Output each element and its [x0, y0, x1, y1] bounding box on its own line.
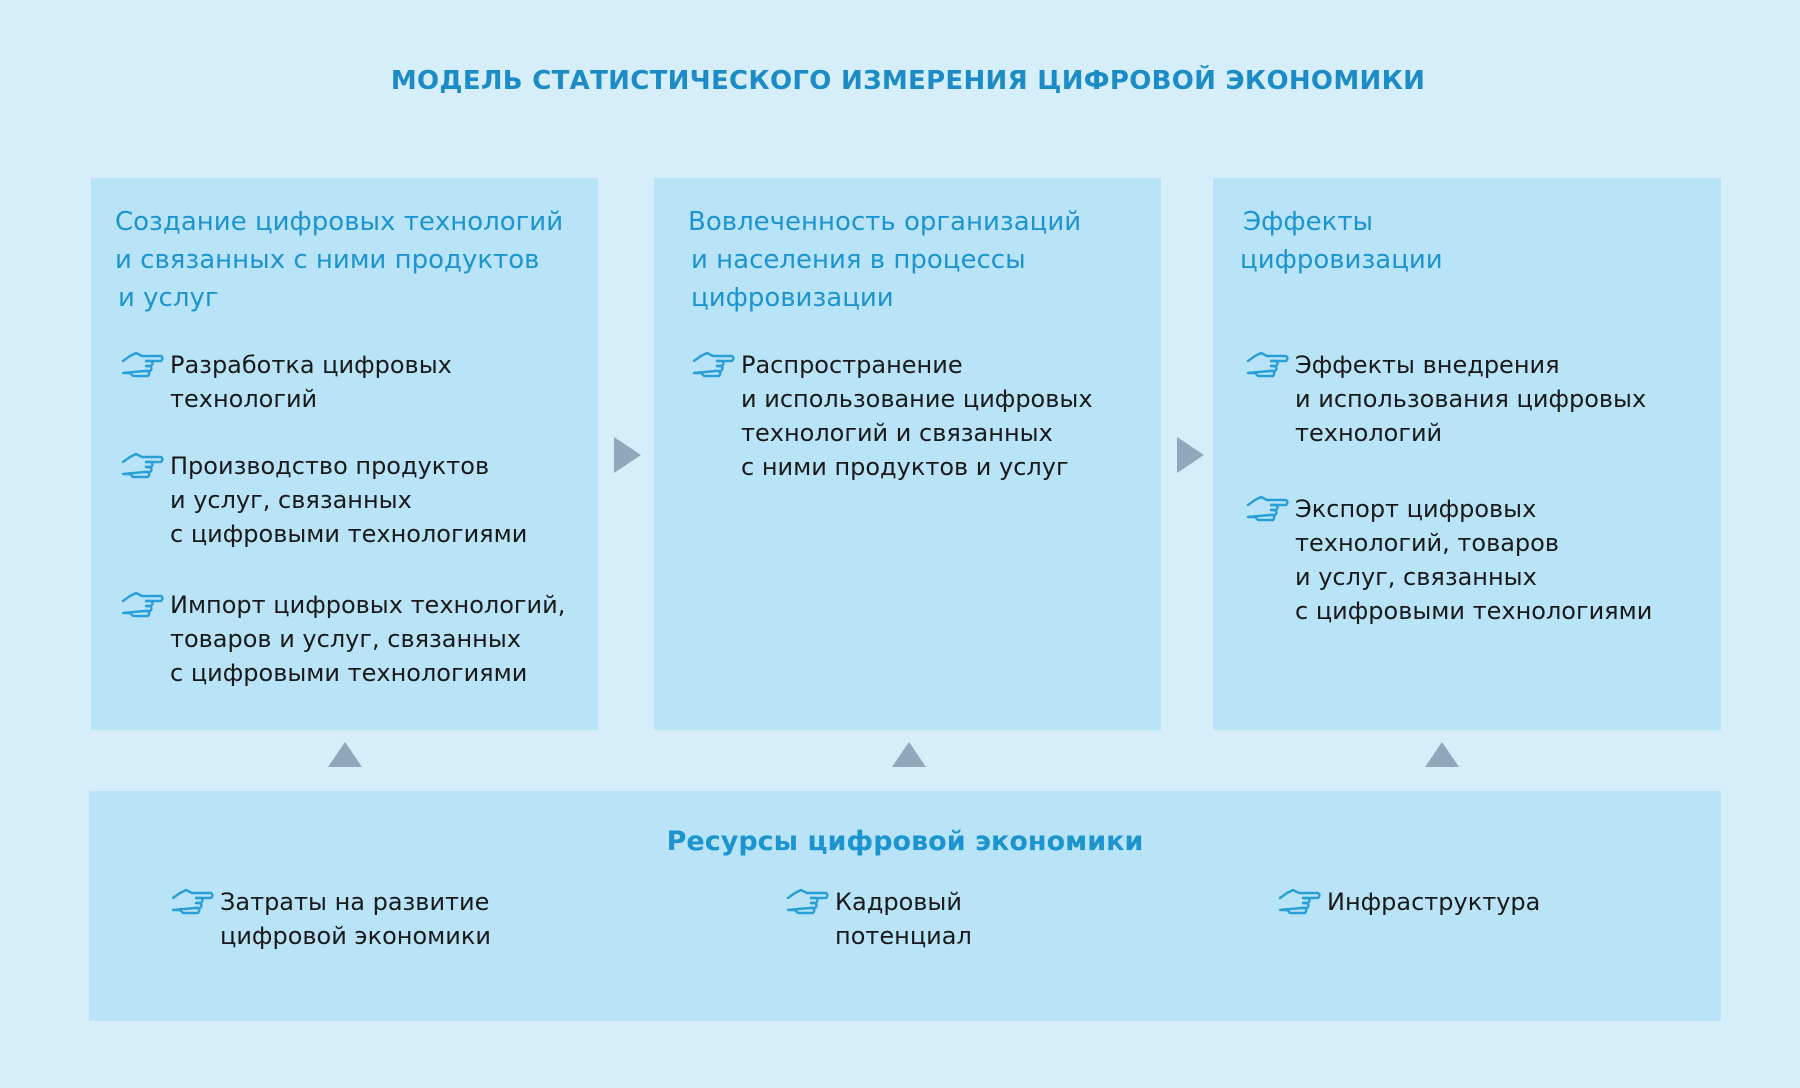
pointing-hand-icon [170, 885, 214, 919]
panel-engagement-heading [688, 203, 1081, 317]
item-text-line: с цифровыми технологиями [170, 520, 528, 548]
item-text-line: и услуг, связанных [170, 486, 412, 514]
pointing-hand-icon [1277, 885, 1321, 919]
arrow-up-icon [892, 742, 926, 767]
item-text-line: технологий и связанных [741, 419, 1053, 447]
item-human-resources [785, 885, 972, 953]
item-costs [170, 885, 491, 953]
item-development [120, 348, 452, 416]
heading-line: цифровизации [691, 283, 894, 313]
item-text-line: и использование цифровых [741, 385, 1093, 413]
pointing-hand-icon [1245, 492, 1289, 526]
item-text-line: потенциал [835, 922, 972, 950]
item-text-line: с цифровыми технологиями [1295, 597, 1653, 625]
heading-line: Создание цифровых технологий [115, 207, 564, 237]
item-text-line: Затраты на развитие [220, 888, 490, 916]
item-text-line: и использования цифровых [1295, 385, 1647, 413]
heading-line: Вовлеченность организаций [688, 207, 1082, 237]
pointing-hand-icon [120, 449, 164, 483]
pointing-hand-icon [785, 885, 829, 919]
pointing-hand-icon [691, 348, 735, 382]
item-text-line: цифровой экономики [220, 922, 491, 950]
item-text-line: Импорт цифровых технологий, [170, 591, 566, 619]
panel-creation-heading [115, 203, 563, 317]
item-export [1245, 492, 1652, 628]
heading-line: и населения в процессы [691, 245, 1026, 275]
resources-heading: Ресурсы цифровой экономики [666, 826, 1144, 857]
item-text-line: Эффекты внедрения [1295, 351, 1560, 379]
arrow-right-icon [1177, 437, 1204, 473]
item-effects-implementation [1245, 348, 1646, 450]
pointing-hand-icon [120, 588, 164, 622]
pointing-hand-icon [1245, 348, 1289, 382]
panel-effects-heading [1240, 203, 1443, 279]
item-production [120, 449, 527, 551]
item-text-line: Производство продуктов [170, 452, 490, 480]
item-text-line: с ними продуктов и услуг [741, 453, 1069, 481]
item-text-line: технологий, товаров [1295, 529, 1559, 557]
item-text-line: Распространение [741, 351, 963, 379]
item-text-line: технологий [1295, 419, 1443, 447]
item-text-line: Разработка цифровых [170, 351, 452, 379]
item-distribution [691, 348, 1093, 484]
item-text-line: Кадровый [835, 888, 962, 916]
pointing-hand-icon [120, 348, 164, 382]
heading-line: цифровизации [1240, 245, 1443, 275]
arrow-up-icon [328, 742, 362, 767]
heading-line: и услуг [118, 283, 219, 313]
item-text-line: и услуг, связанных [1295, 563, 1537, 591]
heading-line: Эффекты [1243, 207, 1373, 237]
item-text-line: Экспорт цифровых [1295, 495, 1537, 523]
item-text-line: товаров и услуг, связанных [170, 625, 522, 653]
heading-line: и связанных с ними продуктов [115, 245, 540, 275]
arrow-up-icon [1425, 742, 1459, 767]
arrow-right-icon [614, 437, 641, 473]
item-text-line: Инфраструктура [1327, 888, 1541, 916]
diagram-title: МОДЕЛЬ СТАТИСТИЧЕСКОГО ИЗМЕРЕНИЯ ЦИФРОВОЙ ЭКОНОМИКИ [390, 66, 1426, 96]
item-infrastructure [1277, 885, 1540, 919]
item-text-line: технологий [170, 385, 318, 413]
item-text-line: с цифровыми технологиями [170, 659, 528, 687]
item-import [120, 588, 565, 690]
